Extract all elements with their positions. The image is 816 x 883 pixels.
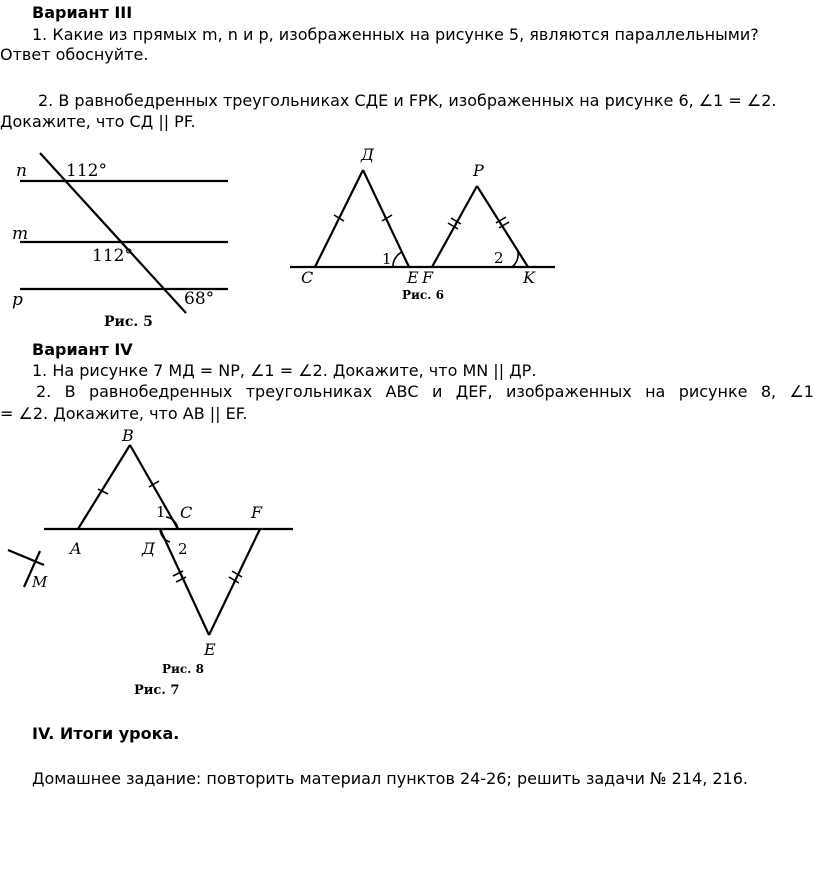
fig7-caption: Рис. 7 xyxy=(134,683,180,698)
side-BC xyxy=(130,445,178,529)
angle-2: 2 xyxy=(178,540,188,558)
label-p: p xyxy=(12,290,23,310)
label-K: K xyxy=(523,268,535,287)
v4-task1: 1. На рисунке 7 МД = NP, ∠1 = ∠2. Докажите, что MN || ДР. xyxy=(32,361,537,380)
angle-112-top: 112° xyxy=(66,161,107,181)
label-F: F xyxy=(251,503,263,522)
v4-task2-line2: = ∠2. Докажите, что АВ || ЕF. xyxy=(0,404,248,423)
figure-6 xyxy=(285,140,565,305)
label-D: Д xyxy=(361,145,375,164)
variant-4-heading: Вариант IV xyxy=(32,340,133,359)
label-C: C xyxy=(301,268,314,287)
v4-task2-line1: 2. В равнобедренных треугольниках АВС и ДЕF, изображенных на рисунке 8, ∠1 xyxy=(36,382,814,401)
label-C: C xyxy=(180,503,193,522)
label-n: n xyxy=(16,161,27,181)
angle-68: 68° xyxy=(184,289,215,309)
label-E: E xyxy=(407,268,419,287)
label-E: E xyxy=(204,640,216,659)
v3-task1-line2: Ответ обоснуйте. xyxy=(0,45,149,64)
label-m: m xyxy=(12,224,29,244)
figure-5 xyxy=(0,145,260,335)
fig6-caption: Рис. 6 xyxy=(402,288,444,302)
label-A: A xyxy=(70,539,82,558)
homework-text: Домашнее задание: повторить материал пунктов 24-26; решить задачи № 214, 216. xyxy=(32,769,748,788)
label-D: Д xyxy=(142,539,156,558)
fig5-caption: Рис. 5 xyxy=(104,314,153,330)
label-B: B xyxy=(122,426,134,445)
angle-2: 2 xyxy=(494,249,504,267)
v3-task2-line2: Докажите, что СД || PF. xyxy=(0,112,196,131)
fig8-caption: Рис. 8 xyxy=(162,662,204,676)
variant-3-heading: Вариант III xyxy=(32,3,133,22)
v3-task1-line1: 1. Какие из прямых m, n и p, изображенных на рисунке 5, являются параллельными? xyxy=(32,25,759,44)
side-EF xyxy=(209,529,260,635)
label-M: M xyxy=(32,573,48,591)
summary-heading: IV. Итоги урока. xyxy=(32,724,180,743)
figure-8 xyxy=(0,425,300,705)
angle-1: 1 xyxy=(156,503,166,521)
v3-task2-line1: 2. В равнобедренных треугольниках СДЕ и FPK, изображенных на рисунке 6, ∠1 = ∠2. xyxy=(38,91,777,110)
angle-112-mid: 112° xyxy=(92,246,133,266)
side-AB xyxy=(78,445,130,529)
label-P: P xyxy=(473,161,484,180)
angle-1: 1 xyxy=(382,250,392,268)
label-F: F xyxy=(422,268,434,287)
